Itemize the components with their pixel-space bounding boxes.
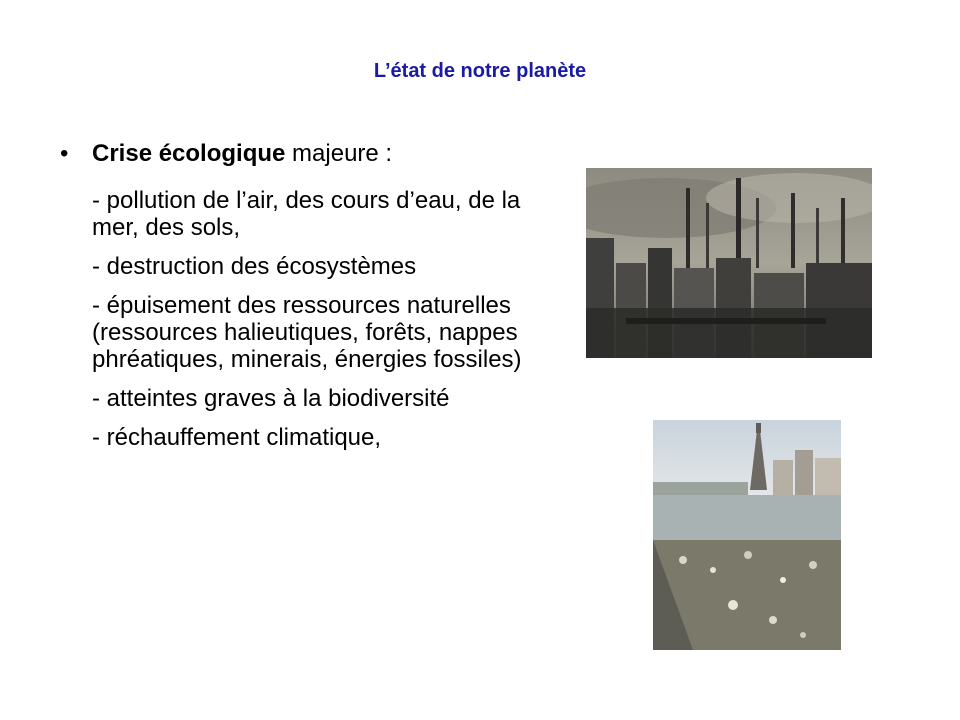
slide-title: L’état de notre planète (373, 60, 587, 82)
item-climate: - réchauffement climatique, (92, 424, 382, 451)
item-biodiversity: - atteintes graves à la biodiversité (92, 385, 450, 412)
bullet-crisis (60, 140, 560, 167)
slide-content (60, 140, 560, 463)
lead-rest: majeure : (285, 140, 393, 167)
item-pollution: - pollution de l’air, des cours d’eau, de la mer, des sols, (92, 187, 521, 241)
industrial-pollution-photo (586, 168, 872, 358)
lead-bold: Crise écologique (92, 140, 286, 167)
item-resources: - épuisement des ressources naturelles (ressources halieutiques, forêts, nappes phréatiques, minerais, énergies fossiles) (92, 292, 522, 373)
item-ecosystems: - destruction des écosystèmes (92, 253, 417, 280)
bullet-dot-icon: • (60, 140, 69, 167)
polluted-river-photo (653, 420, 841, 650)
